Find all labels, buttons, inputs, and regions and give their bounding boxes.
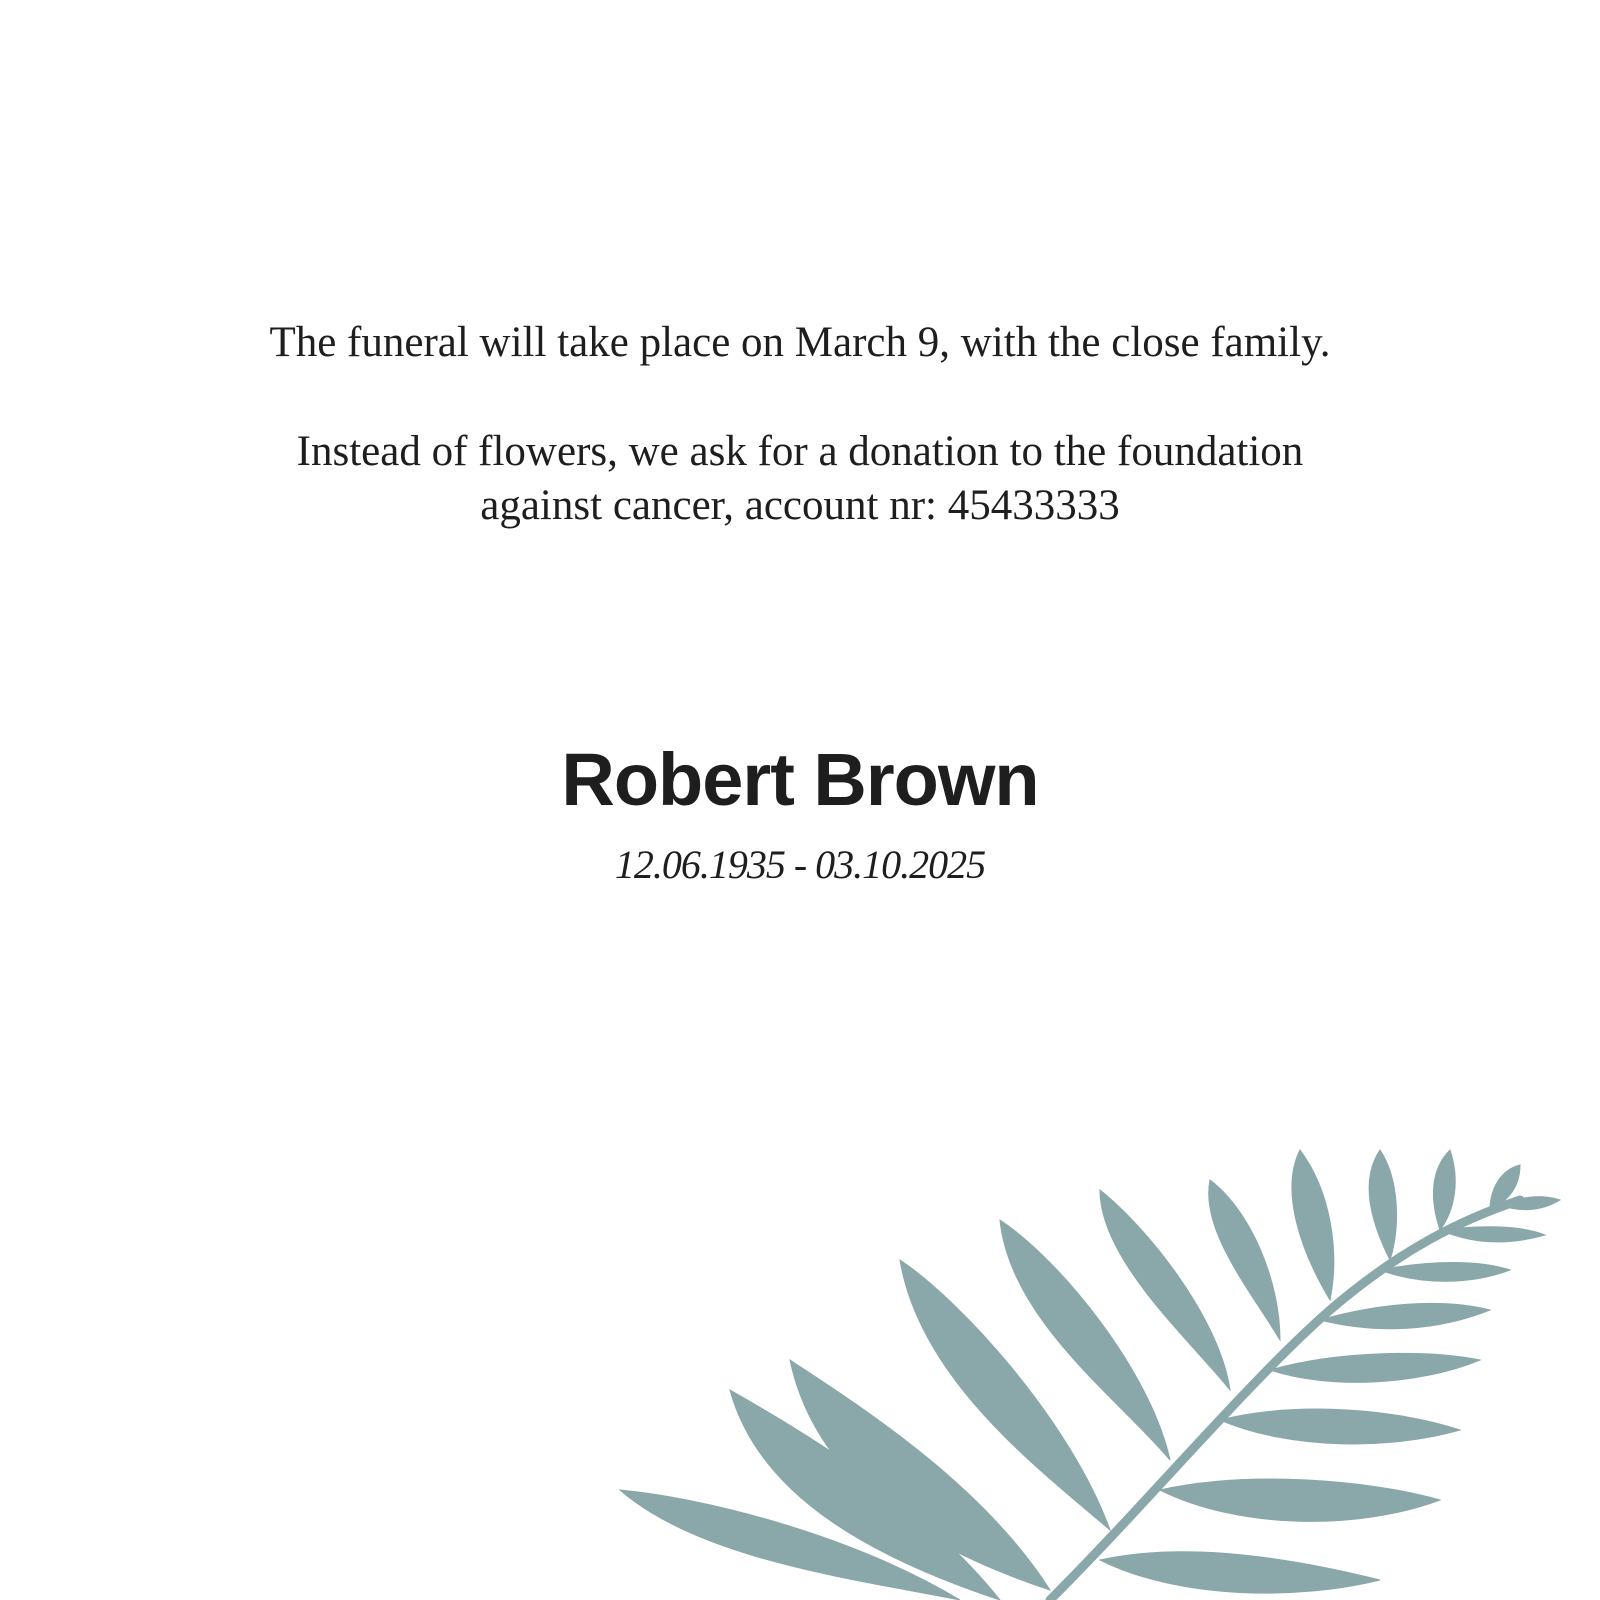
fern-leaf-icon bbox=[600, 1140, 1600, 1600]
funeral-notice-text: The funeral will take place on March 9, with the close family. bbox=[269, 319, 1331, 366]
donation-request-text-line-1: Instead of flowers, we ask for a donation to the foundation bbox=[296, 428, 1304, 475]
deceased-name: Robert Brown bbox=[561, 738, 1039, 821]
donation-request-text-line-2: against cancer, account nr: 45433333 bbox=[480, 482, 1120, 529]
life-dates: 12.06.1935 - 03.10.2025 bbox=[614, 842, 986, 887]
